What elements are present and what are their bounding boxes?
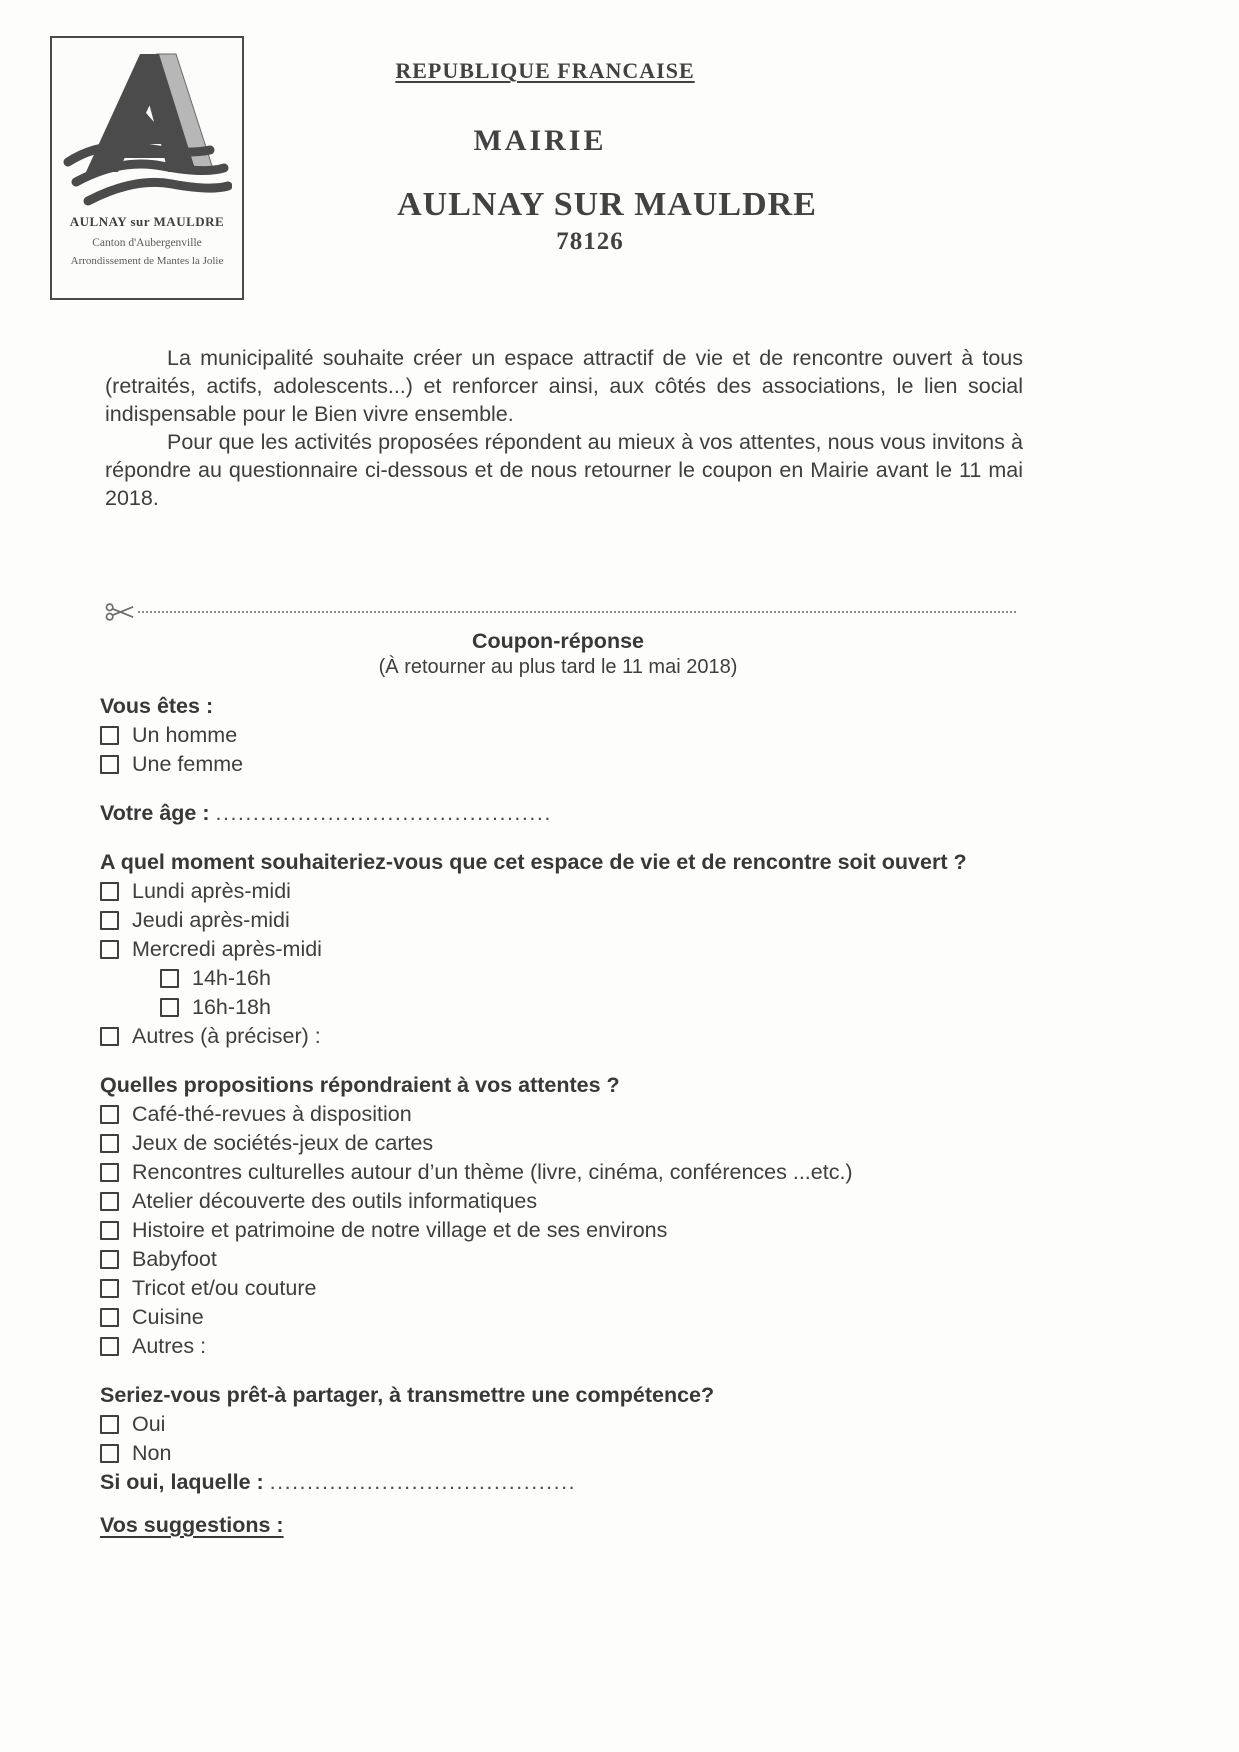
option-atelier	[100, 1187, 1016, 1216]
label-non: Non	[132, 1441, 172, 1465]
skill-label: Si oui, laquelle :	[100, 1470, 264, 1494]
label-mercredi: Mercredi après-midi	[132, 937, 322, 961]
intro-paragraph-2: Pour que les activités proposées répondent au mieux à vos attentes, nous vous invitons à répondre au questionnaire ci-dessous et de nous retourner le coupon en Mairie avant le 11 mai 2018.	[105, 430, 1023, 510]
label-jeudi: Jeudi après-midi	[132, 908, 290, 932]
checkbox-oui[interactable]	[100, 1415, 119, 1434]
label-14h-16h: 14h-16h	[192, 966, 271, 990]
logo-commune-name: AULNAY sur MAULDRE	[69, 214, 225, 229]
skill-fill-line[interactable]: .........................................	[269, 1470, 577, 1494]
question-skill: Seriez-vous prêt-à partager, à transmettre une compétence?	[100, 1383, 715, 1407]
commune-heading: AULNAY SUR MAULDRE	[397, 186, 817, 223]
coupon-title: Coupon-réponse	[472, 629, 644, 653]
question-schedule: A quel moment souhaiteriez-vous que cet espace de vie et de rencontre soit ouvert ?	[100, 850, 967, 874]
option-histoire	[100, 1216, 1016, 1245]
commune-logo-box	[50, 36, 244, 300]
option-une-femme	[100, 750, 1016, 779]
age-field-row	[100, 799, 1016, 828]
checkbox-cuisine[interactable]	[100, 1308, 119, 1327]
label-tricot: Tricot et/ou couture	[132, 1276, 317, 1300]
label-rencontres: Rencontres culturelles autour d’un thème (livre, cinéma, conférences ...etc.)	[132, 1160, 853, 1184]
republique-heading: REPUBLIQUE FRANCAISE	[395, 58, 695, 83]
option-14h-16h	[100, 964, 1016, 993]
checkbox-16h-18h[interactable]	[160, 998, 179, 1017]
logo-arrondissement: Arrondissement de Mantes la Jolie	[70, 255, 224, 267]
suggestions-heading: Vos suggestions :	[100, 1513, 284, 1537]
age-fill-line[interactable]: .............................................	[215, 801, 552, 825]
label-histoire: Histoire et patrimoine de notre village et de ses environs	[132, 1218, 668, 1242]
option-rencontres	[100, 1158, 1016, 1187]
label-activities-autres: Autres :	[132, 1334, 207, 1358]
label-atelier: Atelier découverte des outils informatiques	[132, 1189, 538, 1213]
mairie-heading: MAIRIE	[473, 124, 607, 157]
label-jeux: Jeux de sociétés-jeux de cartes	[132, 1131, 434, 1155]
age-label: Votre âge :	[100, 801, 210, 825]
cut-line	[104, 600, 1016, 624]
option-non	[100, 1439, 1016, 1468]
checkbox-babyfoot[interactable]	[100, 1250, 119, 1269]
label-une-femme: Une femme	[132, 752, 244, 776]
question-activities: Quelles propositions répondraient à vos attentes ?	[100, 1073, 620, 1097]
option-babyfoot	[100, 1245, 1016, 1274]
checkbox-lundi[interactable]	[100, 882, 119, 901]
label-lundi: Lundi après-midi	[132, 879, 291, 903]
logo-canton: Canton d'Aubergenville	[92, 237, 202, 249]
checkbox-jeux[interactable]	[100, 1134, 119, 1153]
checkbox-rencontres[interactable]	[100, 1163, 119, 1182]
checkbox-14h-16h[interactable]	[160, 969, 179, 988]
option-tricot	[100, 1274, 1016, 1303]
option-lundi	[100, 877, 1016, 906]
checkbox-cafe[interactable]	[100, 1105, 119, 1124]
checkbox-activities-autres[interactable]	[100, 1337, 119, 1356]
option-oui	[100, 1410, 1016, 1439]
label-cafe: Café-thé-revues à disposition	[132, 1102, 412, 1126]
aulnay-logo-icon	[62, 44, 232, 212]
scissors-icon	[104, 601, 136, 623]
option-activities-autres	[100, 1332, 1016, 1361]
option-jeudi	[100, 906, 1016, 935]
option-schedule-autres	[100, 1022, 1016, 1051]
label-un-homme: Un homme	[132, 723, 238, 747]
checkbox-une-femme[interactable]	[100, 755, 119, 774]
label-oui: Oui	[132, 1412, 166, 1436]
checkbox-jeudi[interactable]	[100, 911, 119, 930]
checkbox-atelier[interactable]	[100, 1192, 119, 1211]
question-gender: Vous êtes :	[100, 694, 214, 718]
option-cuisine	[100, 1303, 1016, 1332]
skill-field-row	[100, 1468, 1016, 1497]
option-16h-18h	[100, 993, 1016, 1022]
option-jeux	[100, 1129, 1016, 1158]
checkbox-mercredi[interactable]	[100, 940, 119, 959]
coupon-section	[100, 628, 1016, 1540]
checkbox-schedule-autres[interactable]	[100, 1027, 119, 1046]
option-cafe	[100, 1100, 1016, 1129]
checkbox-un-homme[interactable]	[100, 726, 119, 745]
dotted-line	[138, 611, 1016, 613]
label-16h-18h: 16h-18h	[192, 995, 271, 1019]
intro-paragraph-1: La municipalité souhaite créer un espace attractif de vie et de rencontre ouvert à tous (retraités, actifs, adolescents...) et renforcer ainsi, aux côtés des associations, le lien social indispensable pour le Bien vivre ensemble.	[105, 346, 1023, 426]
label-cuisine: Cuisine	[132, 1305, 204, 1329]
intro-text	[105, 344, 1023, 512]
coupon-subtitle: (À retourner au plus tard le 11 mai 2018)	[378, 656, 738, 678]
option-mercredi	[100, 935, 1016, 964]
postal-code: 78126	[556, 228, 624, 255]
checkbox-tricot[interactable]	[100, 1279, 119, 1298]
checkbox-histoire[interactable]	[100, 1221, 119, 1240]
option-un-homme	[100, 721, 1016, 750]
label-babyfoot: Babyfoot	[132, 1247, 217, 1271]
checkbox-non[interactable]	[100, 1444, 119, 1463]
label-schedule-autres: Autres (à préciser) :	[132, 1024, 321, 1048]
